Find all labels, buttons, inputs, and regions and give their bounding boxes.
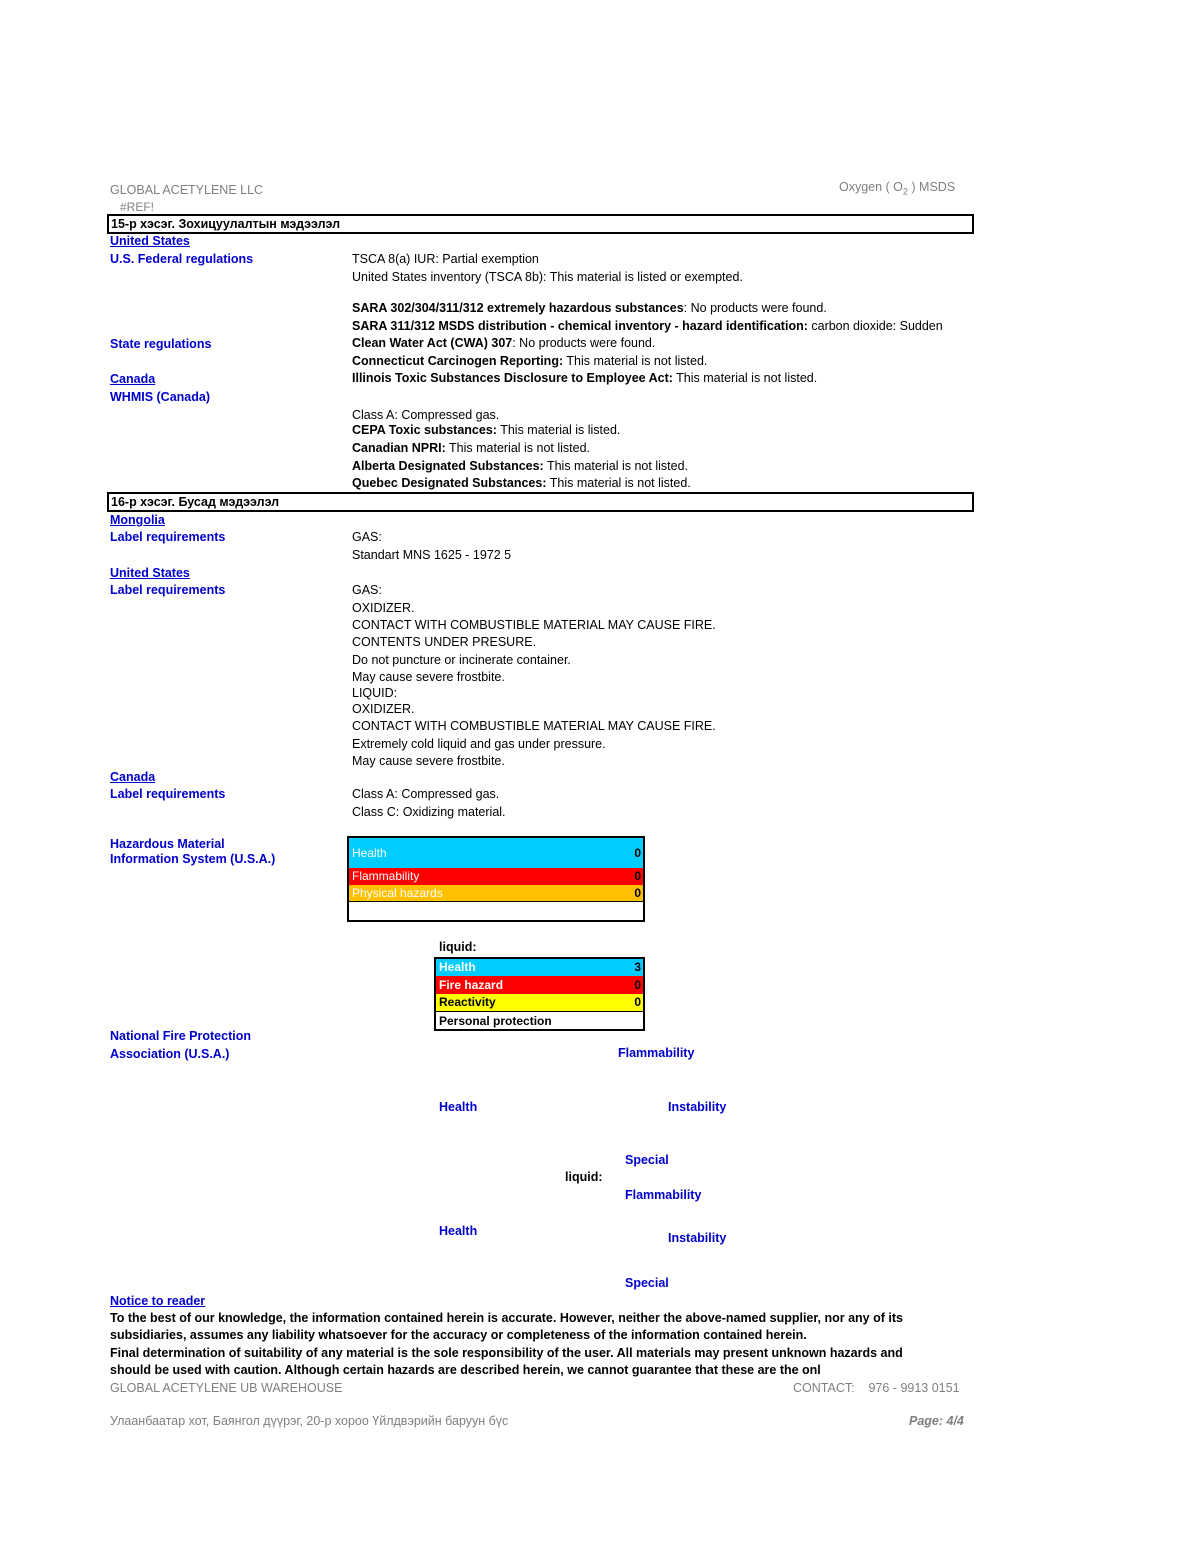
nfpa-label: Association (U.S.A.)	[110, 1047, 230, 1061]
nfpa-liquid-special: Special	[625, 1276, 669, 1290]
hmis-health-value: 0	[634, 846, 641, 860]
footer-contact-label: CONTACT:	[793, 1381, 855, 1395]
us-label-line: May cause severe frostbite.	[352, 670, 505, 684]
hmis-flammability-bar	[349, 868, 643, 885]
notice-paragraph: Final determination of suitability of any material is the sole responsibility of the user. All materials may present unknown hazards and should be used with caution. Although certain hazards are described herein, we cannot guarantee that these are the onl	[110, 1346, 903, 1377]
ca-label-line: Class A: Compressed gas.	[352, 787, 500, 801]
sara-302-label: SARA 302/304/311/312 extremely hazardous substances	[352, 301, 684, 315]
hmis-flammability-label: Flammability	[352, 869, 420, 883]
quebec-text: This material is not listed.	[546, 476, 691, 490]
hmis-liquid-fire-bar	[436, 976, 643, 994]
us-label-line: Extremely cold liquid and gas under pressure.	[352, 737, 606, 751]
us-label-line: CONTENTS UNDER PRESURE.	[352, 635, 537, 649]
tsca-iur: TSCA 8(a) IUR: Partial exemption	[352, 252, 539, 266]
hmis-liquid-table	[434, 957, 645, 1031]
us-label-line: May cause severe frostbite.	[352, 754, 505, 768]
product-suffix: ) MSDS	[907, 180, 956, 194]
federal-label: U.S. Federal regulations	[110, 252, 254, 266]
us-heading[interactable]: United States	[110, 234, 190, 248]
hmis-liquid-health-value: 3	[634, 960, 641, 974]
hmis-liquid-health-label: Health	[439, 960, 476, 974]
canada-label-heading[interactable]: Canada	[110, 770, 156, 784]
product-title	[839, 180, 955, 197]
product-subscript: 2	[902, 186, 908, 197]
sara-311-label: SARA 311/312 MSDS distribution - chemical inventory - hazard identification:	[352, 319, 808, 333]
company-name: GLOBAL ACETYLENE LLC	[110, 183, 264, 197]
mn-label-requirements: Label requirements	[110, 530, 226, 544]
ct-text: This material is not listed.	[563, 354, 708, 368]
hmis-health-label: Health	[352, 846, 387, 860]
us-label-line: OXIDIZER.	[352, 601, 415, 615]
sara-302	[352, 301, 827, 315]
hmis-health-bar	[349, 838, 643, 868]
hmis-liquid-reactivity-label: Reactivity	[439, 995, 496, 1009]
footer-address: Улаанбаатар хот, Баянгол дүүрэг, 20-р хороо Үйлдвэрийн баруун бүс	[110, 1414, 509, 1428]
ref-marker: #REF!	[120, 200, 155, 214]
us-label-requirements: Label requirements	[110, 583, 226, 597]
ca-label-requirements: Label requirements	[110, 787, 226, 801]
hmis-liquid-reactivity-bar	[436, 994, 643, 1011]
notice-heading[interactable]: Notice to reader	[110, 1294, 206, 1308]
nfpa-flammability: Flammability	[618, 1046, 695, 1060]
hmis-liquid-fire-label: Fire hazard	[439, 978, 504, 992]
us-label-line: CONTACT WITH COMBUSTIBLE MATERIAL MAY CAUSE FIRE.	[352, 719, 716, 733]
ct-label: Connecticut Carcinogen Reporting:	[352, 354, 564, 368]
tsca-inventory: United States inventory (TSCA 8b): This material is listed or exempted.	[352, 270, 743, 284]
cepa	[352, 423, 620, 437]
ct-carcinogen	[352, 354, 707, 368]
npri	[352, 441, 590, 455]
us-label-heading[interactable]: United States	[110, 566, 190, 580]
section-15-title: 15-р хэсэг. Зохицуулалтын мэдээлэл	[107, 214, 974, 234]
illinois-text: This material is not listed.	[672, 371, 818, 385]
nfpa-instability: Instability	[668, 1100, 727, 1114]
us-label-line: GAS:	[352, 583, 382, 597]
hmis-gas-table	[347, 836, 645, 922]
cwa-text: : No products were found.	[512, 336, 656, 350]
hmis-liquid-fire-value: 0	[634, 978, 641, 992]
hmis-divider	[349, 901, 643, 902]
hmis-liquid-reactivity-value: 0	[634, 995, 641, 1009]
section-16-title: 16-р хэсэг. Бусад мэдээлэл	[107, 492, 974, 512]
nfpa-liquid-caption: liquid:	[565, 1170, 603, 1184]
sara-311-text: carbon dioxide: Sudden	[807, 319, 943, 333]
whmis-label: WHMIS (Canada)	[110, 390, 210, 404]
us-label-line: Do not puncture or incinerate container.	[352, 653, 571, 667]
hmis-physical-label: Physical hazards	[352, 886, 443, 900]
hmis-liquid-personal-bar	[436, 1011, 643, 1029]
us-label-line: OXIDIZER.	[352, 702, 415, 716]
footer-page-number: Page: 4/4	[909, 1414, 964, 1428]
quebec	[352, 476, 691, 490]
us-label-line: CONTACT WITH COMBUSTIBLE MATERIAL MAY CAUSE FIRE.	[352, 618, 716, 632]
us-label-line: LIQUID:	[352, 686, 398, 700]
nfpa-label: National Fire Protection	[110, 1029, 251, 1043]
hmis-physical-bar	[349, 885, 643, 901]
footer-contact-phone: 976 - 9913 0151	[868, 1381, 960, 1395]
notice-paragraph: To the best of our knowledge, the information contained herein is accurate. However, neither the above-named supplier, nor any of its subsidiaries, assumes any liability whatsoever for the accuracy or completeness of the information contained herein.	[110, 1311, 903, 1342]
mn-line: Standart MNS 1625 - 1972 5	[352, 548, 512, 562]
nfpa-special: Special	[625, 1153, 669, 1167]
hmis-physical-value: 0	[634, 886, 641, 900]
nfpa-liquid-instability: Instability	[668, 1231, 727, 1245]
npri-label: Canadian NPRI:	[352, 441, 446, 455]
illinois-label: Illinois Toxic Substances Disclosure to Employee Act:	[352, 371, 673, 385]
footer-contact	[793, 1381, 960, 1395]
illinois-act	[352, 371, 817, 385]
footer-warehouse: GLOBAL ACETYLENE UB WAREHOUSE	[110, 1381, 343, 1395]
alberta-text: This material is not listed.	[543, 459, 688, 473]
hmis-label: Information System (U.S.A.)	[110, 852, 276, 866]
cwa-label: Clean Water Act (CWA) 307	[352, 336, 513, 350]
hmis-label: Hazardous Material	[110, 837, 225, 851]
mn-line: GAS:	[352, 530, 382, 544]
sara-302-text: : No products were found.	[683, 301, 827, 315]
hmis-flammability-value: 0	[634, 869, 641, 883]
alberta	[352, 459, 688, 473]
quebec-label: Quebec Designated Substances:	[352, 476, 547, 490]
whmis-class-a: Class A: Compressed gas.	[352, 408, 500, 422]
alberta-label: Alberta Designated Substances:	[352, 459, 544, 473]
npri-text: This material is not listed.	[445, 441, 591, 455]
cwa-307	[352, 336, 655, 350]
product-prefix: Oxygen ( O	[839, 180, 903, 194]
canada-heading[interactable]: Canada	[110, 372, 156, 386]
nfpa-liquid-health: Health	[439, 1224, 478, 1238]
sara-311	[352, 319, 943, 333]
state-label: State regulations	[110, 337, 212, 351]
ca-label-line: Class C: Oxidizing material.	[352, 805, 506, 819]
hmis-liquid-health-bar	[436, 959, 643, 976]
cepa-text: This material is listed.	[496, 423, 621, 437]
hmis-liquid-caption: liquid:	[439, 940, 477, 954]
nfpa-health: Health	[439, 1100, 478, 1114]
mongolia-heading[interactable]: Mongolia	[110, 513, 165, 527]
nfpa-liquid-flammability: Flammability	[625, 1188, 702, 1202]
cepa-label: CEPA Toxic substances:	[352, 423, 497, 437]
hmis-liquid-personal-label: Personal protection	[439, 1014, 552, 1028]
